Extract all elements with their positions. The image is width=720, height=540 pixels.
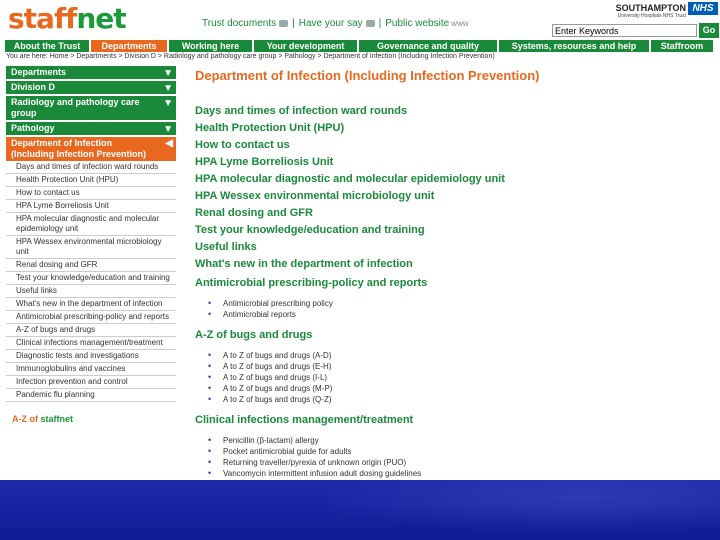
content-link[interactable]: How to contact us (195, 139, 290, 151)
document-icon (279, 20, 288, 27)
top-links: Trust documents | Have your say | Public website www (202, 18, 469, 29)
sidebar-item[interactable]: Health Protection Unit (HPU) (6, 174, 176, 187)
logo-staff: staff (8, 2, 77, 35)
nav-departments[interactable]: Departments (91, 40, 169, 52)
trust-documents-link[interactable]: Trust documents (202, 18, 288, 29)
bottom-band (0, 480, 720, 540)
content-link[interactable]: HPA Wessex environmental microbiology unit (195, 190, 435, 202)
sidebar-item[interactable]: HPA Wessex environmental microbiology unit (6, 236, 176, 259)
triangle-down-icon: ▼ (163, 98, 173, 109)
logo-net: net (76, 2, 126, 35)
content-link[interactable]: Test your knowledge/education and training (195, 224, 425, 236)
nav-working-here[interactable]: Working here (169, 40, 254, 52)
breadcrumb: You are here: Home > Departments > Division D > Radiology and pathology care group > Pathology > Department of Infection (Including Infection Prevention) (6, 53, 495, 60)
triangle-down-icon: ▼ (163, 124, 173, 135)
trust-name: SOUTHAMPTON University Hospitals NHS Trust (615, 3, 686, 19)
bullet-list (208, 435, 705, 479)
nav-governance-and-quality[interactable]: Governance and quality (359, 40, 499, 52)
list-item-link[interactable]: • Penicillin (β-lactam) allergy (208, 435, 705, 446)
content-link[interactable]: HPA molecular diagnostic and molecular epidemiology unit (195, 173, 505, 185)
main-nav (5, 40, 720, 52)
sidebar-item[interactable]: Immunoglobulins and vaccines (6, 363, 176, 376)
list-item-link[interactable]: • Pocket antimicrobial guide for adults (208, 446, 705, 457)
content-link[interactable]: Days and times of infection ward rounds (195, 105, 408, 117)
list-item-link[interactable]: • Returning traveller/pyrexia of unknown origin (PUO) (208, 457, 705, 468)
sidebar-section-radiology[interactable]: Radiology and pathology care group ▼ (6, 96, 176, 122)
list-item-link[interactable]: • Vancomycin intermittent infusion adult dosing guidelines (208, 468, 705, 479)
sidebar-item[interactable]: HPA molecular diagnostic and molecular epidemiology unit (6, 213, 176, 236)
site-header (0, 0, 720, 40)
public-website-link[interactable]: Public website www (385, 18, 469, 29)
sidebar-section-pathology[interactable]: Pathology ▼ (6, 122, 176, 137)
sidebar-item[interactable]: Antimicrobial prescribing-policy and reports (6, 311, 176, 324)
content-link[interactable]: Renal dosing and GFR (195, 207, 313, 219)
sidebar-item[interactable]: HPA Lyme Borreliosis Unit (6, 200, 176, 213)
have-your-say-link[interactable]: Have your say (299, 18, 375, 29)
triangle-left-icon: ◀ (165, 138, 173, 149)
content-link[interactable]: HPA Lyme Borreliosis Unit (195, 156, 334, 168)
sidebar-item[interactable]: Pandemic flu planning (6, 389, 176, 402)
list-item-link[interactable]: • A to Z of bugs and drugs (I-L) (208, 372, 705, 383)
list-item-link[interactable]: • A to Z of bugs and drugs (M-P) (208, 383, 705, 394)
list-item-link[interactable]: • A to Z of bugs and drugs (Q-Z) (208, 394, 705, 405)
search-input[interactable] (552, 24, 697, 37)
bullet-list (208, 298, 705, 320)
sidebar-item[interactable]: A-Z of bugs and drugs (6, 324, 176, 337)
sidebar-item[interactable]: Clinical infections management/treatment (6, 337, 176, 350)
list-item-link[interactable]: • A to Z of bugs and drugs (A-D) (208, 350, 705, 361)
list-item-link[interactable]: • Antimicrobial prescribing policy (208, 298, 705, 309)
content-link[interactable]: Health Protection Unit (HPU) (195, 122, 345, 134)
list-item-link[interactable]: • Antimicrobial reports (208, 309, 705, 320)
band-highlight (260, 480, 720, 540)
sidebar-section-division-d[interactable]: Division D ▼ (6, 81, 176, 96)
main-content (195, 67, 705, 487)
sidebar-item[interactable]: Renal dosing and GFR (6, 259, 176, 272)
section-heading[interactable]: Antimicrobial prescribing-policy and reports (195, 277, 428, 289)
go-button[interactable]: Go (699, 23, 719, 38)
bullet-list (208, 350, 705, 405)
speech-icon (366, 20, 375, 27)
list-item-link[interactable]: • A to Z of bugs and drugs (E-H) (208, 361, 705, 372)
sidebar-item[interactable]: Infection prevention and control (6, 376, 176, 389)
sidebar-item[interactable]: Test your knowledge/education and training (6, 272, 176, 285)
az-of-staffnet-link[interactable]: A-Z of staffnet (12, 414, 74, 424)
nav-staffroom[interactable]: Staffroom (651, 40, 715, 52)
sidebar-section-departments[interactable]: Departments ▼ (6, 66, 176, 81)
triangle-down-icon: ▼ (163, 68, 173, 79)
sidebar-current-department[interactable]: Department of Infection (Including Infection Prevention) ◀ (6, 137, 176, 161)
content-link[interactable]: Useful links (195, 241, 257, 253)
triangle-down-icon: ▼ (163, 83, 173, 94)
section-heading[interactable]: A-Z of bugs and drugs (195, 329, 313, 341)
sidebar-item[interactable]: How to contact us (6, 187, 176, 200)
sidebar-item[interactable]: Useful links (6, 285, 176, 298)
sidebar-item[interactable]: What's new in the department of infection (6, 298, 176, 311)
nav-about-the-trust[interactable]: About the Trust (5, 40, 91, 52)
nav-systems-resources-help[interactable]: Systems, resources and help (499, 40, 651, 52)
sidebar-item[interactable]: Days and times of infection ward rounds (6, 161, 176, 174)
www-icon: www (451, 19, 469, 28)
sidebar-item[interactable]: Diagnostic tests and investigations (6, 350, 176, 363)
section-heading[interactable]: Clinical infections management/treatment (195, 414, 414, 426)
staffnet-logo[interactable] (8, 2, 126, 35)
content-link[interactable]: What's new in the department of infection (195, 258, 413, 270)
page-title: Department of Infection (Including Infection Prevention) (195, 68, 540, 83)
nav-your-development[interactable]: Your development (254, 40, 359, 52)
nhs-logo: NHS (688, 2, 718, 15)
sidebar (6, 66, 176, 424)
